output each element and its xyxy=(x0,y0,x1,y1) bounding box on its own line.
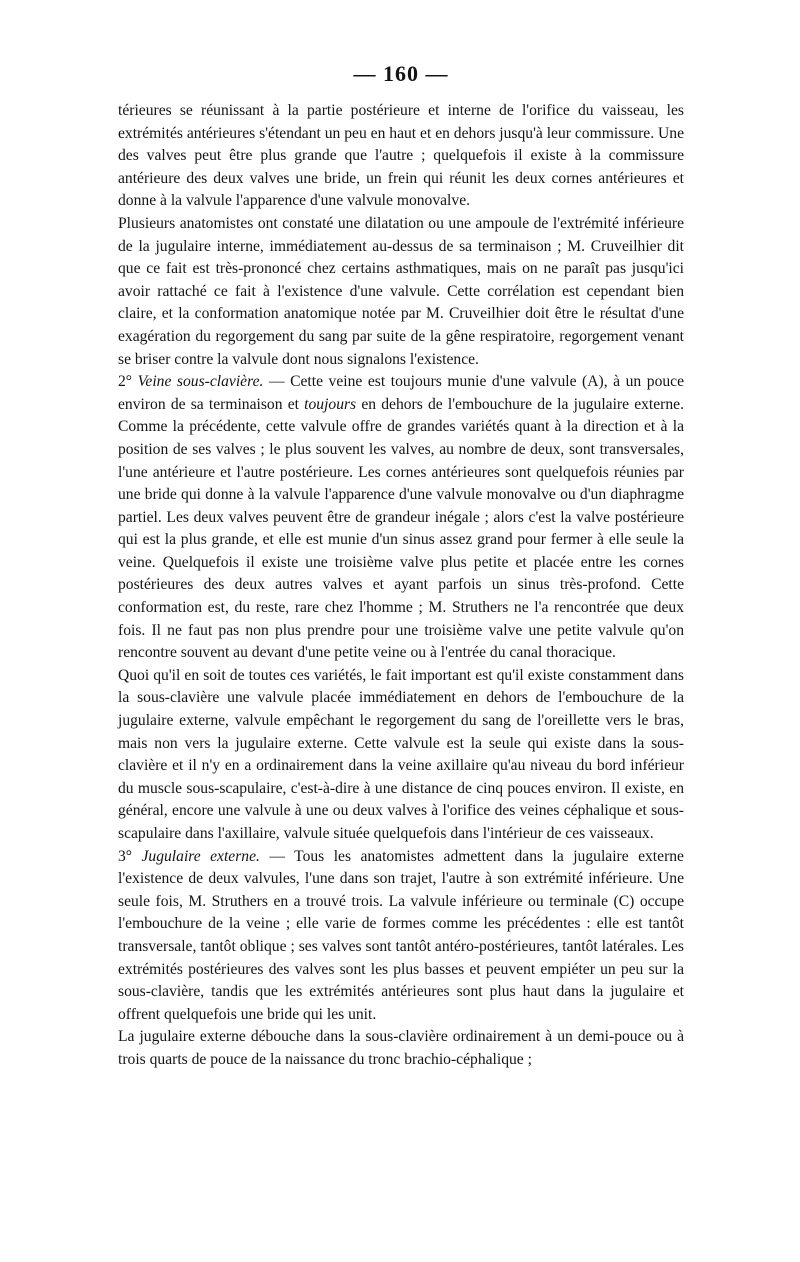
paragraph-text: en dehors de l'embouchure de la jugulaire externe. Comme la précédente, cette valvule offre de grandes variétés quant à la direction et à la position de ses valves ; le plus souvent les valves, au nombre de deux, sont transversales, l'une antérieure et l'autre postérieure. Les cornes antérieures sont quelquefois réunies par une bride qui donne à la valvule l'apparence d'une valvule monovalve ou d'un diaphragme partiel. Les deux valves peuvent être de grandeur inégale ; alors c'est la valve postérieure qui est la plus grande, et elle est munie d'un sinus assez grand pour fermer à elle seule la veine. Quelquefois il existe une troisième valve plus petite et placée entre les cornes postérieures des deux autres valves et ayant parfois un sinus très-profond. Cette conformation est, du reste, rare chez l'homme ; M. Struthers ne l'a rencontrée que deux fois. Il ne faut pas non plus prendre pour une troisième valve une petite valvule qu'on rencontre souvent au devant d'une petite veine ou à l'entrée du canal thoracique. xyxy=(118,395,684,662)
section-number: 2° xyxy=(118,373,133,391)
paragraph-veine-sous-claviere xyxy=(118,371,684,665)
paragraph-2: Plusieurs anatomistes ont constaté une dilatation ou une ampoule de l'extrémité inférieure de la jugulaire interne, immédiatement au-dessus de sa terminaison ; M. Cruveilhier dit que ce fait est très-prononcé chez certains asthmatiques, mais on ne paraît pas jusqu'ici avoir rattaché ce fait à l'existence d'une valvule. Cette corrélation est cependant bien claire, et la conformation anatomique notée par M. Cruveilhier doit être le résultat d'une exagération du regorgement du sang par suite de la gêne respiratoire, regorgement venant se briser contre la valvule dont nous signalons l'existence. xyxy=(118,214,684,368)
paragraph-6: La jugulaire externe débouche dans la sous-clavière ordinairement à un demi-pouce ou à trois quarts de pouce de la naissance du tronc brachio-céphalique ; xyxy=(118,1028,684,1068)
section-heading: Veine sous-clavière. xyxy=(137,373,264,391)
paragraph-text: — Tous les anatomistes admettent dans la jugulaire externe l'existence de deux valvules, l'une dans son trajet, l'autre à son extrémité inférieure. Une seule fois, M. Struthers en a trouvé trois. La valvule inférieure ou terminale (C) occupe l'embouchure de la veine ; elle varie de formes comme les précédentes : elle est tantôt transversale, tantôt oblique ; ses valves sont tantôt antéro-postérieures, tantôt latérales. Les extrémités postérieures des valves sont les plus basses et peuvent empiéter un peu sur la sous-clavière, tandis que les extrémités antérieures sont plus haut dans la jugulaire et offrent quelquefois une bride qui les unit. xyxy=(118,847,684,1023)
page-number: — 160 — xyxy=(353,61,449,86)
paragraph-4: Quoi qu'il en soit de toutes ces variétés, le fait important est qu'il existe constamment dans la sous-clavière une valvule placée immédiatement en dehors de l'embouchure de la jugulaire externe, valvule empêchant le regorgement du sang de l'oreillette vers le bras, mais non vers la jugulaire externe. Cette valvule est la seule qui existe dans la sous-clavière et il n'y en a ordinairement dans la veine axillaire qu'au niveau du bord inférieur du muscle sous-scapulaire, c'est-à-dire à une distance de cinq pouces environ. Il existe, en général, encore une valvule à une ou deux valves à l'orifice des veines céphalique et sous-scapulaire dans l'axillaire, valvule située quelquefois dans l'intérieur de ces vaisseaux. xyxy=(118,666,684,842)
paragraph-text: — Cette veine est toujours munie d'une valvule (A), à un pouce environ de sa terminaison et xyxy=(118,373,685,413)
document-page xyxy=(118,60,684,1072)
paragraph-1: térieures se réunissant à la partie postérieure et interne de l'orifice du vaisseau, les extrémités antérieures s'étendant un peu en haut et en dehors jusqu'à leur commissure. Une des valves peut être plus grande que l'autre ; quelquefois il existe à la commissure antérieure des deux valves une bride, un frein qui réunit les deux cornes antérieures et donne à la valvule l'apparence d'une valvule monovalve. xyxy=(118,102,684,210)
emphasized-word: toujours xyxy=(304,395,357,413)
section-heading: Jugulaire externe. xyxy=(141,847,260,865)
paragraph-jugulaire-externe xyxy=(118,846,684,1027)
section-number: 3° xyxy=(118,847,133,865)
